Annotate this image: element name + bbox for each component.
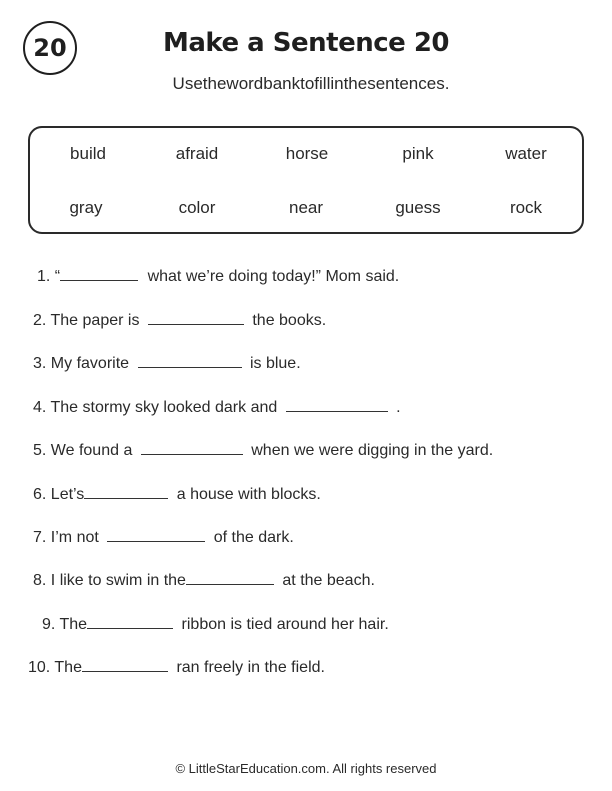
sentence-number: 4. — [33, 399, 47, 416]
word-bank-item: near — [288, 198, 324, 217]
sentence-number: 6. — [33, 486, 47, 503]
sentence-7 — [33, 527, 294, 547]
sentence-text-before: My favorite — [50, 355, 130, 372]
instructions: Usethewordbanktofillinthesentences. — [172, 74, 450, 93]
sentence-5 — [33, 440, 493, 460]
sentence-text-after: what we’re doing today!” Mom said. — [147, 268, 400, 285]
word-bank-item: guess — [395, 198, 441, 217]
sentence-3 — [33, 353, 301, 373]
word-bank-item: color — [178, 198, 216, 217]
word-bank-item: gray — [69, 198, 103, 217]
answer-blank[interactable] — [84, 484, 168, 499]
sentence-text-before: Let’s — [50, 486, 85, 503]
sentence-8 — [33, 570, 375, 590]
sentence-6 — [33, 484, 321, 504]
sentence-text-before: The stormy sky looked dark and — [50, 399, 278, 416]
answer-blank[interactable] — [138, 353, 242, 368]
sentence-10 — [28, 657, 325, 677]
word-bank-item: horse — [285, 144, 329, 163]
sentence-number: 1. — [37, 268, 51, 285]
sentence-number: 2. — [33, 312, 47, 329]
answer-blank[interactable] — [148, 310, 244, 325]
sentence-number: 9. — [42, 616, 56, 633]
sentence-text-before: The — [54, 659, 82, 676]
sentence-9 — [42, 614, 389, 634]
sentence-text-before: I like to swim in the — [50, 572, 186, 589]
word-bank-item: afraid — [175, 144, 219, 163]
sentence-text-before: We found a — [50, 442, 133, 459]
answer-blank[interactable] — [141, 440, 243, 455]
sentence-2 — [33, 310, 326, 330]
sentence-text-before: “ — [54, 268, 61, 285]
sentence-1 — [37, 266, 399, 286]
sentence-text-before: I’m not — [50, 529, 99, 546]
sentence-number: 7. — [33, 529, 47, 546]
word-bank — [28, 126, 584, 234]
answer-blank[interactable] — [107, 527, 205, 542]
sentence-text-after: ribbon is tied around her hair. — [181, 616, 389, 633]
page-title: Make a Sentence 20 — [162, 28, 449, 58]
sentence-text-after: is blue. — [249, 355, 301, 372]
sentence-text-after: ran freely in the field. — [176, 659, 325, 676]
sentence-text-after: a house with blocks. — [176, 486, 321, 503]
sentence-text-after: . — [396, 399, 401, 416]
word-bank-item: build — [70, 144, 106, 163]
sentence-text-before: The paper is — [50, 312, 140, 329]
sentence-text-after: when we were digging in the yard. — [251, 442, 494, 459]
sentence-text-after: the books. — [252, 312, 327, 329]
sentence-text-after: at the beach. — [282, 572, 375, 589]
sentence-number: 3. — [33, 355, 47, 372]
word-bank-item: water — [505, 144, 547, 163]
answer-blank[interactable] — [186, 570, 274, 585]
answer-blank[interactable] — [87, 614, 173, 629]
copyright-footer: © LittleStarEducation.com. All rights reserved — [175, 761, 437, 776]
sentence-4 — [33, 397, 401, 417]
answer-blank[interactable] — [82, 657, 168, 672]
answer-blank[interactable] — [286, 397, 388, 412]
sentence-text-after: of the dark. — [213, 529, 294, 546]
sentence-text-before: The — [59, 616, 88, 633]
sentence-number: 5. — [33, 442, 47, 459]
worksheet-number: 20 — [33, 34, 67, 62]
answer-blank[interactable] — [60, 266, 138, 281]
word-bank-item: pink — [402, 144, 434, 163]
sentence-number: 10. — [28, 659, 51, 676]
sentence-number: 8. — [33, 572, 47, 589]
word-bank-item: rock — [509, 198, 543, 217]
